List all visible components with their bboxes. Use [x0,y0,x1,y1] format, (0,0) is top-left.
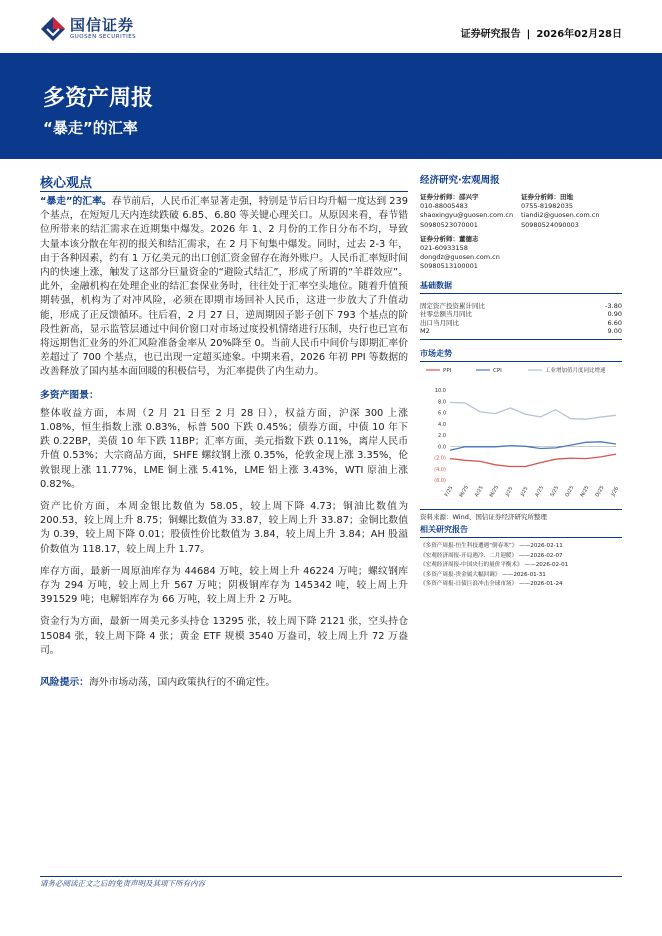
analyst-name: 证券分析师：田地 [521,193,573,201]
related-title: 相关研究报告 [420,524,622,538]
report-link[interactable]: 《多资产周报-恒生科技遭遇“倒春寒”》 ——2026-02-11 [420,543,563,549]
analyst-card [521,193,622,230]
risk-text: 海外市场动荡，国内政策执行的不确定性。 [88,677,276,689]
x-tick-label: J/26 [610,485,621,498]
report-link[interactable]: 《多资产周报-日债巨浪冲击全球市场》 ——2026-01-24 [420,581,563,588]
legend-label: CPI [493,368,502,374]
x-tick-label: F/25 [443,485,455,498]
basic-key: 出口当月同比 [420,318,459,327]
analyst-cert: S0980523070001 [420,220,478,229]
title-banner [0,53,662,159]
x-tick-label: M/25 [458,484,470,499]
report-subtitle: “暴走”的汇率 [43,119,138,137]
analyst-email[interactable]: dongdz@guosen.com.cn [420,253,500,262]
report-link[interactable]: 《宏观经济周报-中国央行的量价平衡术》 ——2026-02-01 [420,562,569,569]
risk-paragraph [40,676,408,690]
analyst-name: 证券分析师：董德志 [420,234,479,243]
y-tick-label: 0.0 [438,444,446,451]
basic-data-table [420,294,622,340]
analyst-name: 证券分析师：邵兴宇 [420,193,479,201]
x-tick-label: J/25 [519,485,530,498]
basic-row [420,310,622,319]
basic-row [420,327,622,336]
risk-label: 风险提示： [40,677,89,689]
basic-value: 9.00 [607,327,622,336]
x-tick-label: O/25 [564,484,576,499]
brand-name-en: GUOSEN SECURITIES [70,34,137,40]
legend-label: PPI [443,368,452,374]
chart-source: 资料来源：Wind、国信证券经济研究所整理 [420,513,547,521]
page-header [0,0,662,52]
brand-name: 国信证券 [70,16,135,34]
footer-divider [40,876,622,877]
basic-key: 社零总额当月同比 [420,310,472,319]
paragraph: 资金行为方面，最新一周美元多头持仓 13295 张，较上周下降 2121 张，空头持仓 15084 张，较上周下降 4 张；黄金 ETF 规模 3540 万盎司，较上周上升 72 万盎司。 [40,616,408,656]
report-link[interactable]: 《多资产周报-贵金属大幅回调》 ——2026-01-31 [420,571,546,578]
analyst-block [420,193,622,272]
basic-value: 0.90 [607,310,622,319]
x-tick-label: N/25 [579,484,591,499]
x-tick-label: S/25 [549,485,561,498]
y-tick-label: 2.0 [438,433,446,439]
analyst-cert: S0980524090003 [521,220,579,229]
main-content [40,195,408,690]
x-tick-label: A/25 [534,485,546,498]
sidebar-title: 经济研究·宏观周报 [420,175,500,186]
basic-key: 固定资产投资累计同比 [420,301,485,310]
y-tick-label: 4.0 [438,421,446,428]
analyst-phone: 010-88005483 [420,202,468,211]
report-type: 证券研究报告 [460,29,521,40]
y-tick-label: 6.0 [438,410,446,417]
basic-key: M2 [420,327,430,336]
analyst-card [420,193,521,230]
report-link[interactable]: 《宏观经济周报-开局遇冷、二月迎暖》 ——2026-02-07 [420,552,563,559]
section-heading: 多资产图景： [40,389,99,401]
x-tick-label: J/25 [504,485,515,498]
analyst-card [420,235,622,272]
series-line [450,454,616,466]
analyst-cert: S0980513100001 [420,262,478,271]
legend-label: 工业增加值月度同比增速 [545,368,606,374]
analyst-email[interactable]: tiandi2@guosen.com.cn [521,211,600,220]
basic-value: -3.80 [605,301,622,310]
series-line [450,402,616,419]
analyst-phone: 021-60933158 [420,244,468,253]
core-title: 核心观点 [40,176,93,191]
report-date: 2026年02月28日 [536,29,622,40]
paragraph [40,195,408,380]
x-tick-label: D/25 [594,484,606,499]
report-meta: 证券研究报告 | 2026年02月28日 [460,29,622,40]
basic-value: 6.60 [607,318,622,327]
related-reports [420,542,622,590]
paragraph-text: 春节前后，人民币汇率显著走强，特别是节后日均升幅一度达到 239 个基点，在短短几天内连续跌破 6.85、6.80 等关键心理关口。从原因来看，春节错位所带来的结汇需求在近期集中爆发。2026 年 1、2 月份的工作日分布不均，导致大量本该分散在年初的报关和结汇需求，在 2 月下旬集中爆发。同时，过去 2-3 年，由于各种因素，约有 1 万亿美元的出口创汇资金留存在海外账户。人民币汇率短时间内的快速上涨，触发了这部分巨量资金的“避险式结汇”，形成了所谓的“羊群效应”。此外，金融机构在处理企业的结汇套保业务时，往往处于汇率空头地位。随着升值预期转强，机构为了对冲风险，必须在即期市场回补人民币，这进一步放大了升值动能，形成了正反馈循环。往后看，2 月 27 日，逆周期因子影子创下 793 个基点的阶段性新高，显示监管层通过中间价窗口对市场过度投机情绪进行压制，央行也已宣布将远期售汇业务的外汇风险准备金率从 20%降至 0。当前人民币中间价与即期汇率价差超过了 700 个基点，也已出现一定超买迹象。中期来看，2026 年初 PPI 等数据的改善释放了国内基本面回暖的积极信号，为汇率提供了内生动力。 [40,196,408,378]
y-tick-label: 10.0 [434,388,446,394]
paragraph: 资产比价方面，本周金银比数值为 58.05，较上周下降 4.73；铜油比数值为 200.53，较上周上升 8.75；铜螺比数值为 33.87，较上周上升 33.87；金铜比数值为 0.39，较上周下降 0.01；股债性价比数值为 3.84，较上周上升 3.84；AH 股溢价数值为 118.17，较上周上升 1.77。 [40,501,408,555]
basic-row [420,319,622,328]
paragraph: 库存方面，最新一周原油库存为 44684 万吨，较上周上升 46224 万吨；螺纹钢库存为 294 万吨，较上周上升 567 万吨；阴极铜库存为 145342 吨，较上周上升 391529 吨；电解铝库存为 66 万吨，较上周上升 2 万吨。 [40,565,408,606]
y-tick-label: (4.0) [434,466,446,473]
trend-chart [420,362,622,510]
lead-highlight: “暴走”的汇率。 [40,196,112,207]
divider [40,191,408,192]
market-trend-title: 市场走势 [420,348,622,362]
x-tick-label: A/25 [473,485,485,498]
analyst-email[interactable]: shaoxingyu@guosen.com.cn [420,211,514,220]
sidebar [420,172,622,590]
report-title: 多资产周报 [43,86,154,111]
y-tick-label: (6.0) [434,478,446,484]
trend-chart-svg [420,362,622,510]
paragraph: 整体收益方面，本周（2 月 21 日至 2 月 28 日），权益方面，沪深 300 上涨 1.08%，恒生指数上涨 0.83%，标普 500 下跌 0.45%；债券方面，中债 10 年下跌 0.22BP，美债 10 年下跌 11BP；汇率方面，美元指数下跌 0.11%，离岸人民币升值 0.53%；大宗商品方面，SHFE 螺纹钢上涨 0.35%，伦敦金现上涨 3.35%，伦敦银现上涨 11.77%，LME 铜上涨 5.41%，LME 铝上涨 3.43%，WTI 原油上涨 0.82%。 [40,407,408,490]
footer-disclaimer: 请务必阅读正文之后的免责声明及其项下所有内容 [40,879,205,888]
x-tick-label: M/25 [488,484,501,499]
basic-data-title: 基础数据 [420,280,622,294]
y-tick-label: 8.0 [438,399,446,406]
logo-icon [40,16,66,42]
analyst-phone: 0755-81982035 [521,202,573,211]
brand-logo [40,14,180,44]
basic-row [420,302,622,311]
y-tick-label: (2.0) [434,455,446,462]
